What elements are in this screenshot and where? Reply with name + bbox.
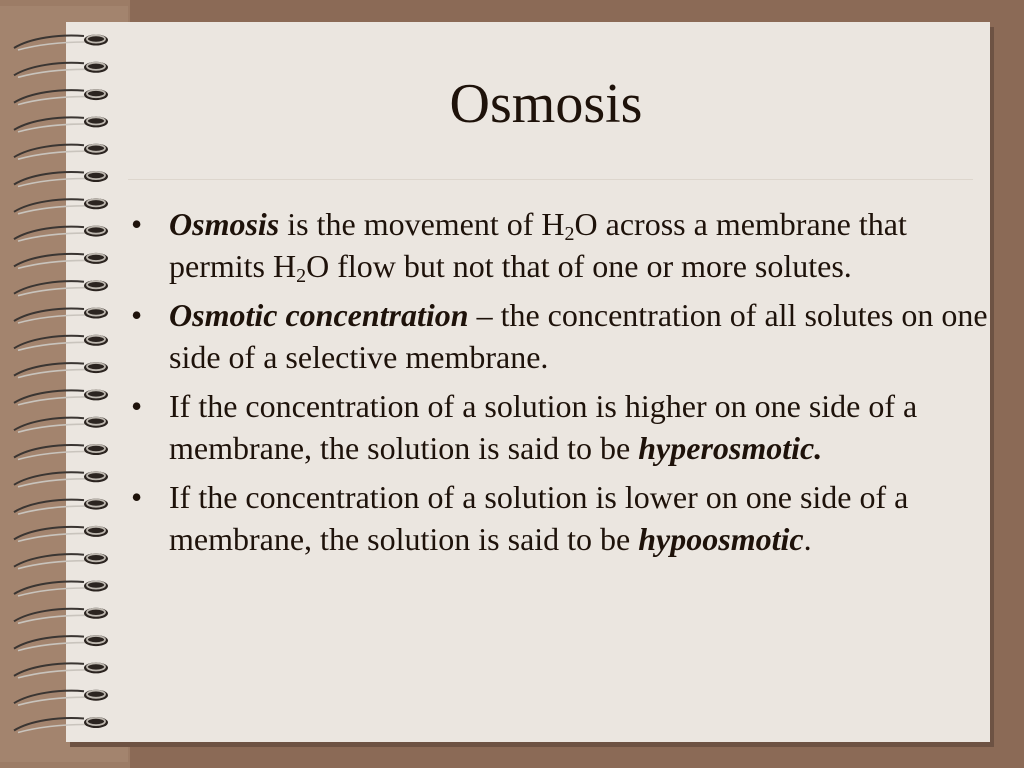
- spiral-coil-icon: [14, 308, 108, 324]
- spiral-coil-icon: [14, 417, 108, 433]
- spiral-coil-icon: [14, 280, 108, 296]
- bullet-item-osmotic-concentration: [129, 294, 989, 378]
- slide-title: Osmosis: [449, 73, 643, 135]
- bullet-text: If the concentration of a solution is lower on one side of a membrane, the solution is said to be: [169, 479, 909, 557]
- bullet-item-hypoosmotic: [129, 476, 989, 560]
- spiral-coil-icon: [14, 171, 108, 187]
- spiral-coil-icon: [14, 389, 108, 405]
- title-divider: [128, 179, 973, 180]
- term-hyperosmotic: hyperosmotic.: [638, 430, 823, 466]
- bullet-icon: •: [131, 479, 143, 515]
- bullet-text: O flow but not that of one or more solutes.: [306, 248, 852, 284]
- spiral-coil-icon: [14, 226, 108, 242]
- subscript: 2: [296, 265, 307, 287]
- spiral-coil-icon: [14, 499, 108, 514]
- bullet-text: is the movement of H: [279, 206, 565, 242]
- spiral-coil-icon: [14, 581, 108, 597]
- spiral-coil-icon: [14, 717, 108, 733]
- spiral-coil-icon: [14, 362, 108, 378]
- spiral-coil-icon: [14, 608, 108, 624]
- spiral-coil-icon: [14, 144, 108, 160]
- spiral-coil-icon: [14, 526, 108, 542]
- bullet-icon: •: [131, 206, 143, 242]
- spiral-coil-icon: [14, 335, 108, 351]
- spiral-coil-icon: [14, 253, 108, 269]
- term-osmotic-concentration: Osmotic concentration: [169, 297, 469, 333]
- term-osmosis: Osmosis: [169, 206, 280, 242]
- spiral-coil-icon: [14, 662, 108, 678]
- spiral-coil-icon: [14, 35, 108, 51]
- bullet-text: If the concentration of a solution is higher on one side of a membrane, the solution is said to be: [169, 388, 918, 466]
- bullet-icon: •: [131, 297, 143, 333]
- bullet-item-osmosis: [129, 203, 989, 287]
- spiral-coil-icon: [14, 635, 108, 651]
- bullet-text: O across a membrane that permits H: [169, 206, 907, 284]
- spiral-coil-icon: [14, 444, 108, 460]
- term-hypoosmotic: hypoosmotic: [638, 521, 804, 557]
- bullet-icon: •: [131, 388, 143, 424]
- spiral-coil-icon: [14, 553, 108, 569]
- bullet-text: – the concentration of all solutes on one side of a selective membrane.: [169, 297, 988, 375]
- spiral-coil-icon: [14, 471, 108, 487]
- bullet-list: [129, 203, 989, 567]
- subscript: 2: [564, 223, 575, 245]
- spiral-coil-icon: [14, 690, 108, 706]
- bullet-tail: .: [803, 521, 812, 557]
- bullet-item-hyperosmotic: [129, 385, 989, 469]
- spiral-coil-icon: [14, 198, 108, 214]
